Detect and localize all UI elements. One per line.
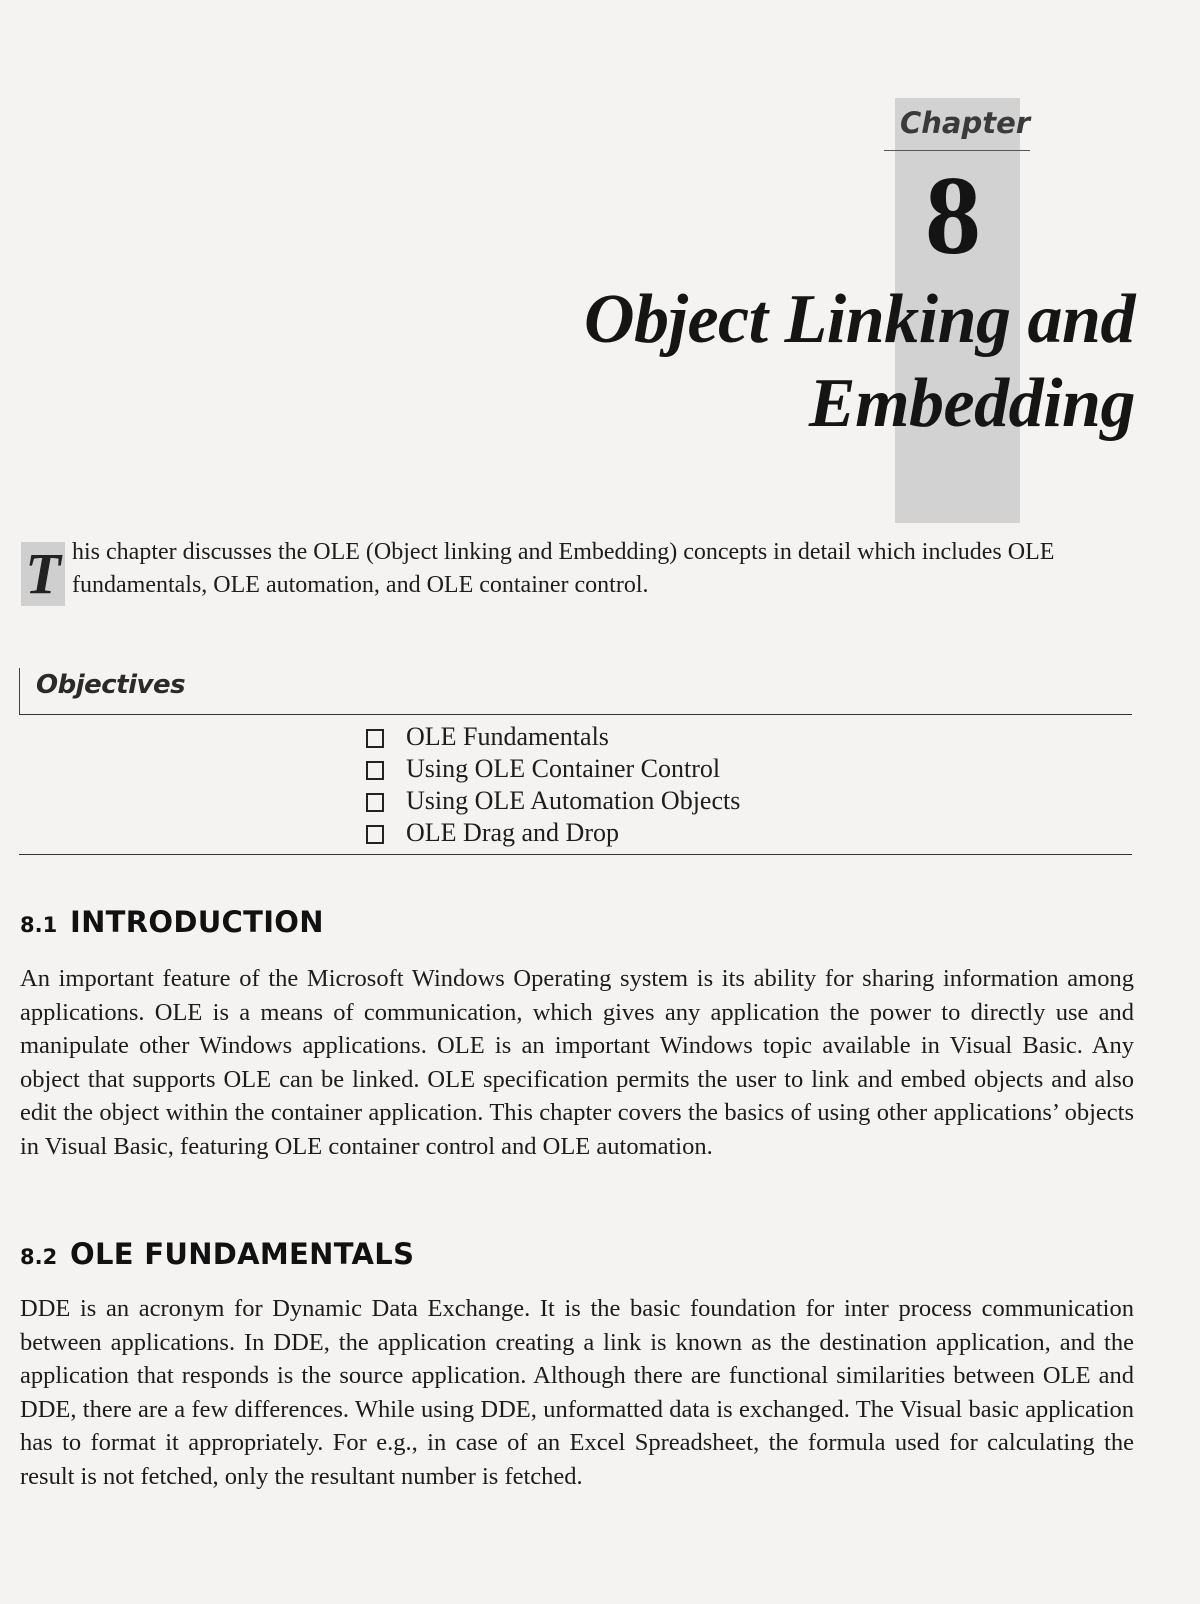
section-heading-introduction [20,905,324,939]
intro-paragraph: his chapter discusses the OLE (Object linking and Embedding) concepts in detail which includes OLE fundamentals, OLE automation, and OLE container control. [72,539,1055,598]
section-body-ole-fundamentals: DDE is an acronym for Dynamic Data Exchange. It is the basic foundation for inter process communication between applications. In DDE, the application creating a link is known as the destination application, and the application that responds is the source application. Although there are functional similarities between OLE and DDE, there are a few differences. While using DDE, unformatted data is exchanged. The Visual basic application has to format it appropriately. For e.g., in case of an Excel Spreadsheet, the formula used for calculating the result is not fetched, only the resultant number is fetched. [20,1295,1134,1490]
chapter-number: 8 [925,154,981,278]
objectives-heading: Objectives [36,670,186,700]
section-heading-ole-fundamentals [20,1237,414,1271]
objectives-list [366,721,740,849]
chapter-title-line-2: Embedding [808,365,1135,442]
checkbox-square-icon [366,761,384,780]
chapter-label-rule [884,150,1030,151]
checkbox-square-icon [366,729,384,748]
chapter-title [584,278,1135,446]
objective-item [366,721,740,753]
objectives-top-rule [19,714,1132,715]
section-number: 8.2 [20,1245,58,1269]
objective-item-label: OLE Fundamentals [406,722,609,751]
checkbox-square-icon [366,793,384,812]
objectives-left-rule [19,668,20,714]
objective-item-label: Using OLE Container Control [406,754,721,783]
drop-cap: T [21,542,65,606]
objectives-bottom-rule [19,854,1132,855]
section-body-introduction: An important feature of the Microsoft Windows Operating system is its ability for sharing information among applications. OLE is a means of communication, which gives any application the power to directly use and manipulate other Windows applications. OLE is an important Windows topic available in Visual Basic. Any object that supports OLE can be linked. OLE specification permits the user to link and embed objects and also edit the object within the container application. This chapter covers the basics of using other applications’ objects in Visual Basic, featuring OLE container control and OLE automation. [20,965,1134,1160]
checkbox-square-icon [366,825,384,844]
objective-item-label: Using OLE Automation Objects [406,786,741,815]
section-number: 8.1 [20,913,58,937]
section-title: OLE FUNDAMENTALS [70,1237,415,1271]
chapter-label: Chapter [900,106,1031,140]
objective-item-label: OLE Drag and Drop [406,818,619,847]
objective-item [366,817,740,849]
chapter-title-line-1: Object Linking and [583,281,1135,358]
objective-item [366,785,740,817]
section-title: INTRODUCTION [70,905,324,939]
objective-item [366,753,740,785]
